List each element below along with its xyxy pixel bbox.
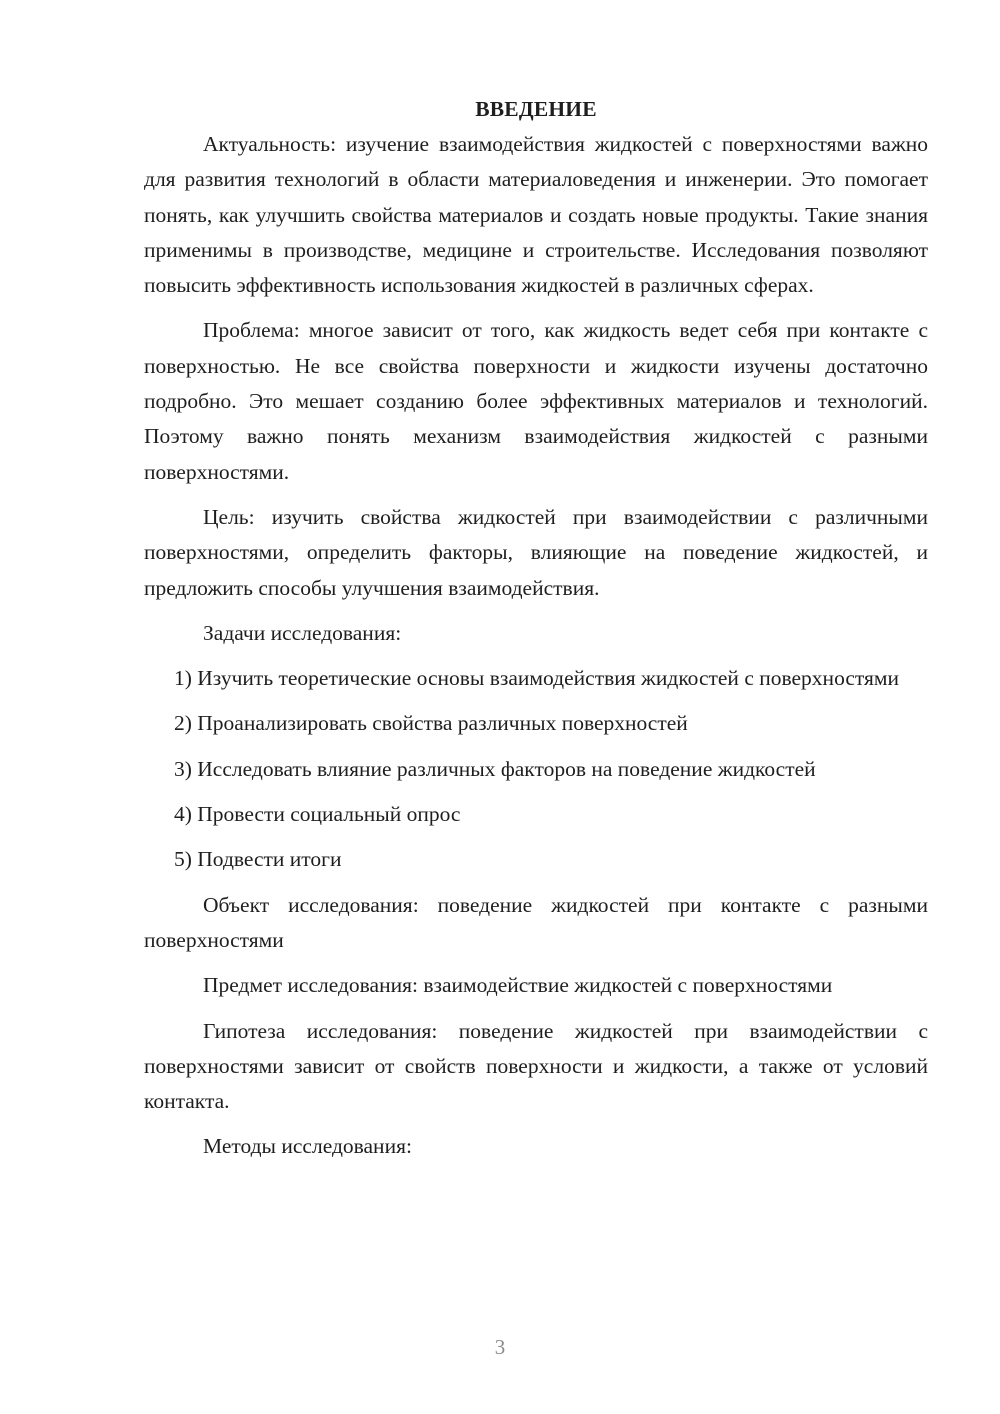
methods-heading: Методы исследования: bbox=[203, 1134, 412, 1159]
section-title: ВВЕДЕНИЕ bbox=[475, 97, 597, 121]
object-paragraph: Объект исследования: поведение жидкостей при контакте с разными поверхностями bbox=[144, 892, 928, 952]
task-item-4: 4) Провести социальный опрос bbox=[174, 802, 461, 827]
tasks-list bbox=[144, 661, 928, 877]
goal-paragraph: Цель: изучить свойства жидкостей при взаимодействии с различными поверхностями, определить факторы, влияющие на поведение жидкостей, и предложить способы улучшения взаимодействия. bbox=[144, 504, 928, 600]
subject-paragraph: Предмет исследования: взаимодействие жидкостей с поверхностями bbox=[203, 973, 833, 998]
relevance-paragraph: Актуальность: изучение взаимодействия жидкостей с поверхностями важно для развития технологий в области материаловедения и инженерии. Это помогает понять, как улучшить свойства материалов и создать новые продукты. Такие знания применимы в производстве, медицине и строительстве. Исследования позволяют повысить эффективность использования жидкостей в различных сферах. bbox=[144, 132, 928, 298]
task-item-1: 1) Изучить теоретические основы взаимодействия жидкостей с поверхностями bbox=[174, 666, 900, 691]
task-item-3: 3) Исследовать влияние различных факторов на поведение жидкостей bbox=[174, 756, 816, 781]
tasks-heading: Задачи исследования: bbox=[203, 620, 402, 645]
problem-paragraph: Проблема: многое зависит от того, как жидкость ведет себя при контакте с поверхностью. Не все свойства поверхности и жидкости изучены достаточно подробно. Это мешает созданию более эффективных материалов и технологий. Поэтому важно понять механизм взаимодействия жидкостей с разными поверхностями. bbox=[144, 318, 928, 484]
task-item-2: 2) Проанализировать свойства различных поверхностей bbox=[174, 711, 688, 736]
task-item-5: 5) Подвести итоги bbox=[174, 847, 342, 872]
hypothesis-paragraph: Гипотеза исследования: поведение жидкостей при взаимодействии с поверхностями зависит от свойств поверхности и жидкости, а также от условий контакта. bbox=[144, 1018, 928, 1114]
document-page bbox=[144, 92, 928, 1175]
page-number: 3 bbox=[494, 1335, 506, 1359]
